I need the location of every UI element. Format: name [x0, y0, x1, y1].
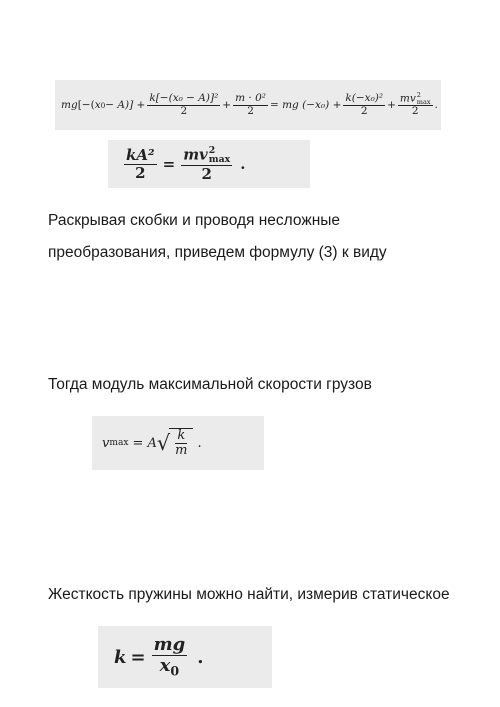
- eq1-fraction-1-num: k[−(x₀ − A)]²: [149, 91, 219, 104]
- eq3-a: A: [147, 435, 157, 451]
- eq1-fraction-4-den: 2: [411, 105, 419, 118]
- eq3-num: k: [177, 427, 186, 443]
- eq4-num: mg: [153, 634, 186, 656]
- equation-spring-stiffness: [98, 626, 272, 688]
- eq1-fraction-2: [233, 93, 268, 117]
- eq1-fraction-3: [343, 93, 385, 117]
- eq2-left-num: kA²: [126, 146, 155, 164]
- eq2-equals: =: [162, 155, 176, 173]
- eq2-sub: max: [208, 154, 231, 166]
- eq2-left-den: 2: [135, 163, 146, 182]
- eq3-equals: =: [132, 435, 144, 451]
- eq1-fraction-1-den: 2: [180, 104, 188, 117]
- paragraph-1-line-2: преобразования, приведем формулу (3) к виду: [48, 244, 387, 261]
- eq2-mv: mv: [183, 145, 208, 164]
- eq3-sqrt: [157, 428, 194, 459]
- eq2-supsub: [209, 146, 230, 165]
- eq1-fraction-3-num: k(−x₀)²: [345, 91, 384, 104]
- eq1-fraction-4-num: [398, 92, 433, 106]
- eq1-minus-a: − A)] +: [105, 99, 146, 111]
- paragraph-2: Тогда модуль максимальной скорости грузов: [48, 376, 372, 393]
- eq4-fraction: [152, 635, 188, 678]
- eq1-fraction-2-den: 2: [247, 104, 254, 117]
- eq2-period: .: [240, 155, 246, 173]
- eq1-fraction-4: [398, 92, 433, 118]
- eq1-fraction-1: [147, 93, 220, 117]
- eq4-den-sub: 0: [170, 663, 180, 679]
- eq3-period: .: [197, 435, 202, 451]
- eq1-x-sub: 0: [100, 100, 106, 110]
- equation-kinetic-potential: [108, 140, 310, 188]
- eq4-k: k: [114, 646, 127, 668]
- eq2-right-fraction: [181, 146, 232, 182]
- eq1-supsub: [417, 92, 431, 105]
- eq1-bracket: [−(: [77, 99, 95, 111]
- eq3-v: v: [102, 435, 110, 451]
- eq1-period: .: [434, 99, 438, 111]
- eq2-left-fraction: [124, 147, 157, 181]
- paragraph-3: Жесткость пружины можно найти, измерив статическое: [48, 586, 450, 603]
- equation-energy-conservation: [55, 80, 441, 130]
- eq1-x: x: [94, 99, 101, 111]
- eq1-fraction-2-num: m · 0²: [235, 91, 266, 104]
- eq3-sqrt-body: [169, 428, 193, 459]
- eq1-sub: max: [416, 97, 431, 106]
- eq2-sup: 2: [208, 144, 216, 156]
- eq2-right-den: 2: [201, 164, 212, 183]
- eq1-sup: 2: [416, 91, 421, 100]
- eq3-v-sub: max: [109, 438, 129, 448]
- eq4-equals: =: [130, 646, 146, 668]
- radical-icon: √: [156, 430, 171, 455]
- eq3-den: m: [175, 443, 188, 458]
- eq2-right-num: [181, 146, 232, 166]
- paragraph-1-line-1: Раскрывая скобки и проводя несложные: [48, 212, 341, 229]
- eq1-plus-2: +: [387, 99, 396, 111]
- eq1-mv: mv: [399, 92, 416, 105]
- eq1-mg: mg: [61, 99, 78, 111]
- eq4-den: [158, 656, 182, 678]
- eq4-period: .: [197, 646, 204, 668]
- eq3-fraction: [173, 429, 189, 459]
- eq1-rhs: = mg (−x₀) +: [269, 99, 342, 111]
- eq1-plus: +: [222, 99, 232, 111]
- equation-max-velocity: [92, 416, 264, 470]
- eq4-den-x: x: [159, 655, 171, 677]
- eq1-fraction-3-den: 2: [360, 104, 368, 117]
